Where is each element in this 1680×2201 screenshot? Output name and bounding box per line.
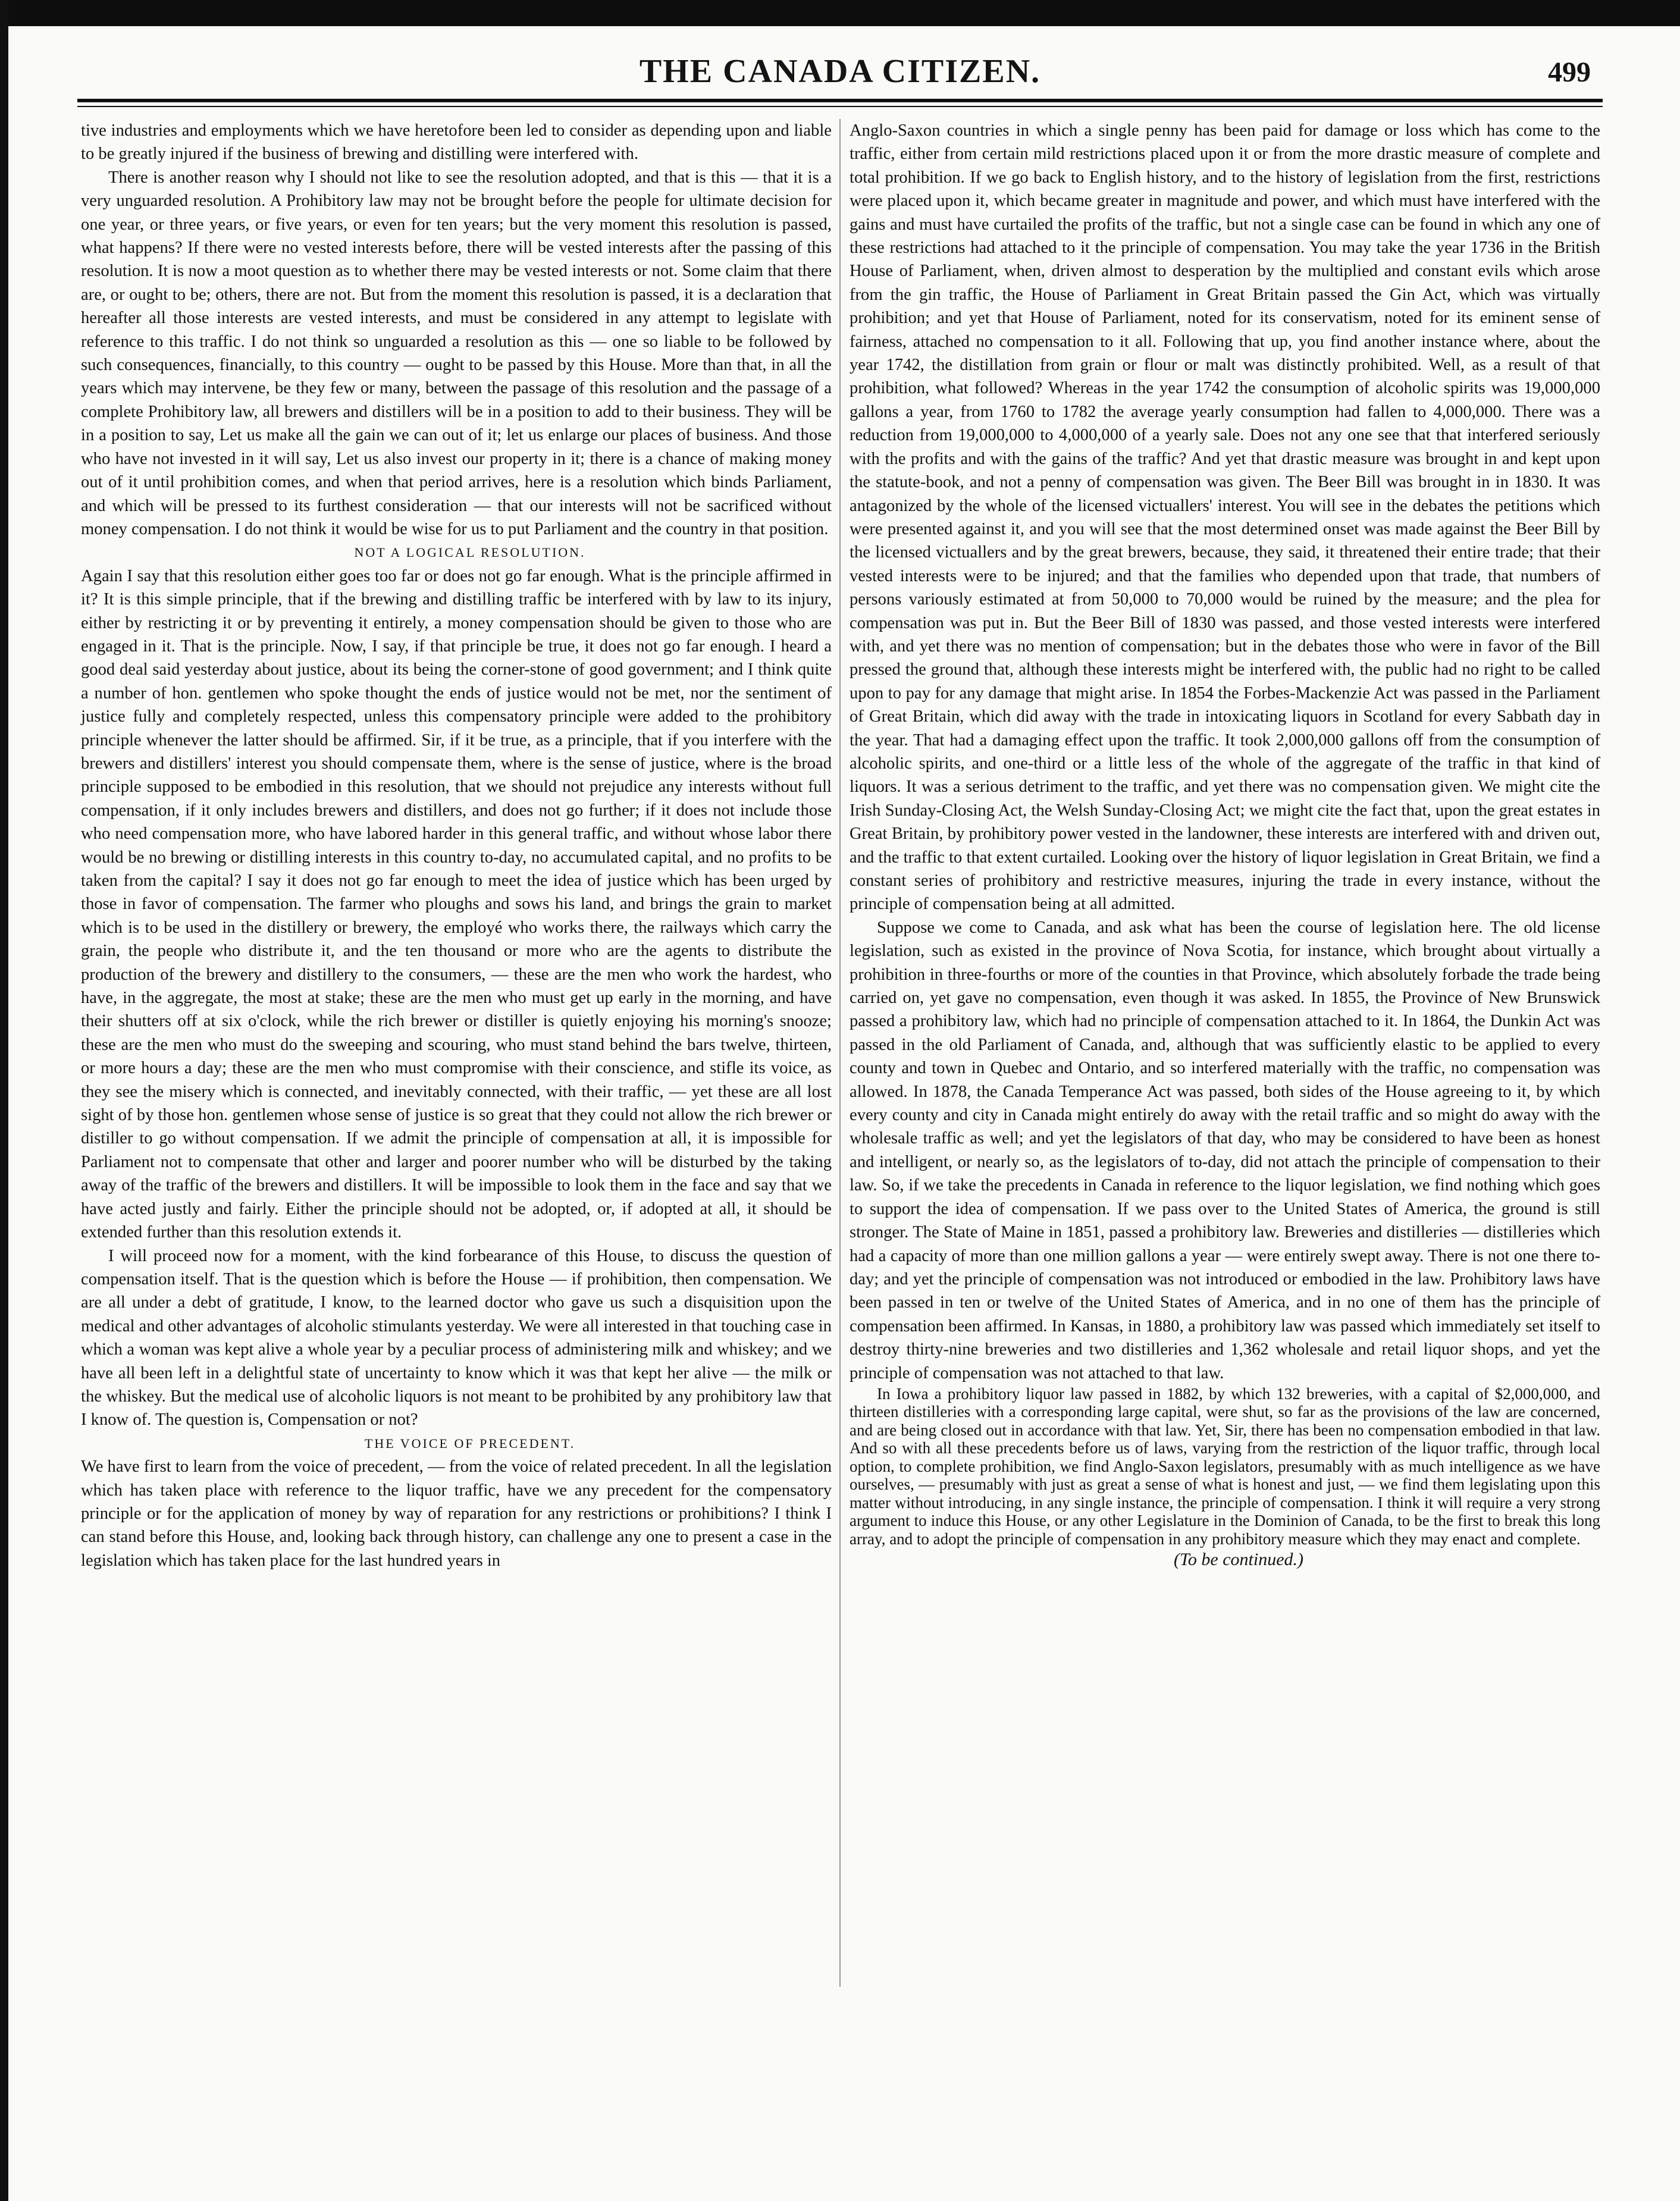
paragraph: We have first to learn from the voice of precedent, — from the voice of related precedent. In all the legislation which has taken place with reference to the liquor traffic, have we any precedent for the compensatory principle or for the application of money by way of reparation for any restrictions or prohibitions? I think I can stand before this House, and, looking back through history, can challenge any one to present a case in the legislation which has taken place for the last hundred years in <box>81 1457 832 1570</box>
paragraph: I will proceed now for a moment, with the kind forbearance of this House, to discuss the question of compensation itself. That is the question which is before the House — if prohibition, then compensation. We are all under a debt of gratitude, I know, to the learned doctor who gave us such a disquisition upon the medical and other advantages of alcoholic stimulants yesterday. We were all interested in that touching case in which a woman was kept alive a whole year by a peculiar process of administering milk and whiskey; and we have all been left in a delightful state of uncertainty to know which it was that kept her alive — the milk or the whiskey. But the medical use of alcoholic liquors is not meant to be prohibited by any prohibitory law that I know of. The question is, Compensation or not? <box>81 1246 832 1429</box>
header-rule-thick <box>77 99 1603 102</box>
continued-note: (To be continued.) <box>1173 1550 1304 1570</box>
header-rule-thin <box>77 106 1603 107</box>
paragraph: Again I say that this resolution either goes too far or does not go far enough. What is the principle affirmed in it? It is this simple principle, that if the brewing and distilling traffic be interfered with by law to its injury, either by restricting it or by preventing it entirely, a money compensation should be given to those who are engaged in it. That is the principle. Now, I say, if that principle be true, it does not go far enough. I heard a good deal said yesterday about justice, about its being the corner-stone of good government; and I think quite a number of hon. gentlemen who spoke thought the ends of justice would not be met, nor the sentiment of justice fully and completely respected, unless this compensatory principle were added to the prohibitory principle whenever the latter should be affirmed. Sir, if it be true, as a principle, that if you interfere with the brewers and distillers' interest you should compensate them, where is the sense of justice, where is the broad principle supposed to be embodied in this resolution, that we should not prejudice any interests without full compensation, if it only includes brewers and distillers, and does not go further; if it does not include those who need compensation more, who have labored harder in this general traffic, and without whose labor there would be no brewing or distilling interests in this country to-day, no accumulated capital, and no profits to be taken from the capital? I say it does not go far enough to meet the idea of justice which has been urged by those in favor of compensation. The farmer who ploughs and sows his land, and brings the grain to market which is to be used in the distillery or brewery, the employé who works there, the railways which carry the grain, the people who distribute it, and the ten thousand or more who are the agents to distribute the production of the brewery and distillery to the consumers, — these are the men who work the hardest, who have, in the aggregate, the most at stake; these are the men who must get up early in the morning, and have their shutters off at six o'clock, while the rich brewer or distiller is quietly enjoying his morning's snooze; these are the men who must do the sweeping and scouring, who must stand behind the bars twelve, thirteen, or more hours a day; these are the men who must compromise with their conscience, and stifle its voice, as they see the misery which is connected, and inevitably connected, with their traffic, — yet these are all lost sight of by those hon. gentlemen whose sense of justice is so great that they could not allow the rich brewer or distiller to go without compensation. If we admit the principle of compensation at all, it is impossible for Parliament not to compensate that other and larger and poorer number who will be disturbed by the taking away of the traffic of the brewers and distillers. It will be impossible to look them in the face and say that we have acted justly and fairly. Either the principle should not be adopted, or, if adopted at all, it should be extended further than this resolution extends it. <box>81 566 832 1242</box>
right-column <box>850 119 1600 1572</box>
paragraph: In Iowa a prohibitory liquor law passed in 1882, by which 132 breweries, with a capital of $2,000,000, and thirteen distilleries with a corresponding large capital, were shut, so far as the provisions of the law are concerned, and are being closed out in accordance with that law. Yet, Sir, there has been no compensation embodied in that law. And so with all these precedents before us of laws, varying from the restriction of the liquor traffic, through local option, to complete prohibition, we find Anglo-Saxon legislators, presumably with as much intelligence as we have ourselves, — presumably with just as great a sense of what is honest and just, — we find them legislating upon this matter without introducing, in any single instance, the principle of compensation. I think it will require a very strong argument to induce this House, or any other Legislature in the Dominion of Canada, to be the first to break this long array, and to adopt the principle of compensation in any prohibitory measure which they may enact and complete. <box>850 1384 1600 1548</box>
masthead-title: THE CANADA CITIZEN. <box>639 53 1041 90</box>
paragraph: Suppose we come to Canada, and ask what has been the course of legislation here. The old license legislation, such as existed in the province of Nova Scotia, for instance, which brought about virtually a prohibition in three-fourths or more of the counties in that Province, which absolutely forbade the trade being carried on, yet gave no compensation, even though it was asked. In 1855, the Province of New Brunswick passed a prohibitory law, which had no principle of compensation attached to it. In 1864, the Dunkin Act was passed in the old Parliament of Canada, and, although that was sufficiently elastic to be applied to every county and town in Quebec and Ontario, and so interfered materially with the traffic, no compensation was allowed. In 1878, the Canada Temperance Act was passed, both sides of the House agreeing to it, by which every county and city in Canada might entirely do away with the retail traffic and so might do away with the wholesale traffic as well; and yet the legislators of that day, who may be considered to have been as honest and intelligent, or nearly so, as the legislators of to-day, did not attach the principle of compensation to their law. So, if we take the precedents in Canada in reference to the liquor legislation, we find nothing which goes to support the idea of compensation. If we pass over to the United States of America, the ground is still stronger. The State of Maine in 1851, passed a prohibitory law. Breweries and distilleries — distilleries which had a capacity of more than one million gallons a year — were entirely swept away. There is not one there to-day; and yet the principle of compensation was not introduced or embodied in the law. Prohibitory laws have been passed in ten or twelve of the United States of America, and in no one of them has the principle of compensation been affirmed. In Kansas, in 1880, a prohibitory law was passed which immediately set itself to destroy thirty-nine breweries and two distilleries and 1,362 wholesale and retail liquor shops, and yet the principle of compensation was not attached to that law. <box>850 918 1600 1382</box>
section-subheading: THE VOICE OF PRECEDENT. <box>364 1435 576 1451</box>
section-subheading: NOT A LOGICAL RESOLUTION. <box>354 545 586 560</box>
page-number: 499 <box>1548 57 1591 88</box>
paragraph: tive industries and employments which we have heretofore been led to consider as depending upon and liable to be greatly injured if the business of brewing and distilling were interfered with. <box>81 121 832 164</box>
paragraph: There is another reason why I should not like to see the resolution adopted, and that is this — that it is a very unguarded resolution. A Prohibitory law may not be brought before the people for ultimate decision for one year, or three years, or five years, or even for ten years; but the very moment this resolution is passed, what happens? If there were no vested interests before, there will be vested interests after the passing of this resolution. It is now a moot question as to whether there may be vested interests or not. Some claim that there are, or ought to be; others, there are not. But from the moment this resolution is passed, it is a declaration that hereafter all those interests are vested interests, and must be considered in any attempt to legislate with reference to this traffic. I do not think so unguarded a resolution as this — one so liable to be followed by such consequences, financially, to this country — ought to be passed by this House. More than that, in all the years which may intervene, be they few or many, between the passage of this resolution and the passage of a complete Prohibitory law, all brewers and distillers will be in a position to add to their business. They will be in a position to say, Let us make all the gain we can out of it; let us enlarge our places of business. And those who have not invested in it will say, Let us also invest our property in it; there is a chance of making money out of it until prohibition comes, and when that period arrives, here is a resolution which binds Parliament, and which will be pressed to its furthest consideration — that our interests will not be sacrificed without money compensation. I do not think it would be wise for us to put Parliament and the country in that position. <box>81 168 832 538</box>
scan-left-border <box>0 0 8 2201</box>
paragraph: Anglo-Saxon countries in which a single penny has been paid for damage or loss which has come to the traffic, either from certain mild restrictions placed upon it or from the more drastic measure of complete and total prohibition. If we go back to English history, and to the history of legislation from the first, restrictions were placed upon it, which became greater in magnitude and power, and which must have interfered with the gains and must have curtailed the profits of the traffic, but not a single case can be found in which any one of these restrictions had attached to it the principle of compensation. You may take the year 1736 in the British House of Parliament, when, driven almost to desperation by the multiplied and constant evils which arose from the gin traffic, the House of Parliament in Great Britain passed the Gin Act, which was virtually prohibition; and yet that House of Parliament, noted for its conservatism, noted for its eminent sense of fairness, attached no compensation to it all. Following that up, you find another instance where, about the year 1742, the distillation from grain or flour or malt was distinctly prohibited. Well, as a result of that prohibition, what followed? Whereas in the year 1742 the consumption of alcoholic spirits was 19,000,000 gallons a year, from 1760 to 1782 the average yearly consumption had fallen to 4,000,000. There was a reduction from 19,000,000 to 4,000,000 of a yearly sale. Does not any one see that that interfered seriously with the profits and with the gains of the traffic? And yet that drastic measure was brought in and kept upon the statute-book, and not a penny of compensation was given. The Beer Bill was brought in in 1830. It was antagonized by the whole of the licensed victuallers' interest. You will see in the debates the petitions which were presented against it, and you will see that the most determined onset was made against the Beer Bill by the licensed victuallers and by the great brewers, because, they said, it threatened their entire trade; that their vested interests were to be injured; and that the families who depended upon that trade, that numbers of persons variously estimated at from 50,000 to 70,000 would be ruined by the measure; and the plea for compensation was put in. But the Beer Bill of 1830 was passed, and those vested interests were interfered with, and yet there was no mention of compensation; but in the debates those who were in favor of the Bill pressed the ground that, although these interests might be interfered with, the public had no right to be called upon to pay for any damage that might arise. In 1854 the Forbes-Mackenzie Act was passed in the Parliament of Great Britain, which did away with the trade in intoxicating liquors in Scotland for every Sabbath day in the year. That had a damaging effect upon the traffic. It took 2,000,000 gallons off from the consumption of alcoholic spirits, and one-third or a little less of the whole of the aggregate of the traffic in that kind of liquors. It was a serious detriment to the traffic, and yet there was no compensation given. We might cite the Irish Sunday-Closing Act, the Welsh Sunday-Closing Act; we might cite the fact that, upon the great estates in Great Britain, by prohibitory power vested in the landowner, these interests are interfered with and driven out, and the traffic to that extent curtailed. Looking over the history of liquor legislation in Great Britain, we find a constant series of prohibitory and restrictive measures, injuring the trade in every instance, without the principle of compensation being at all admitted. <box>850 121 1600 914</box>
left-column <box>81 119 832 1572</box>
scan-top-border <box>0 0 1680 26</box>
column-divider <box>839 119 841 1987</box>
